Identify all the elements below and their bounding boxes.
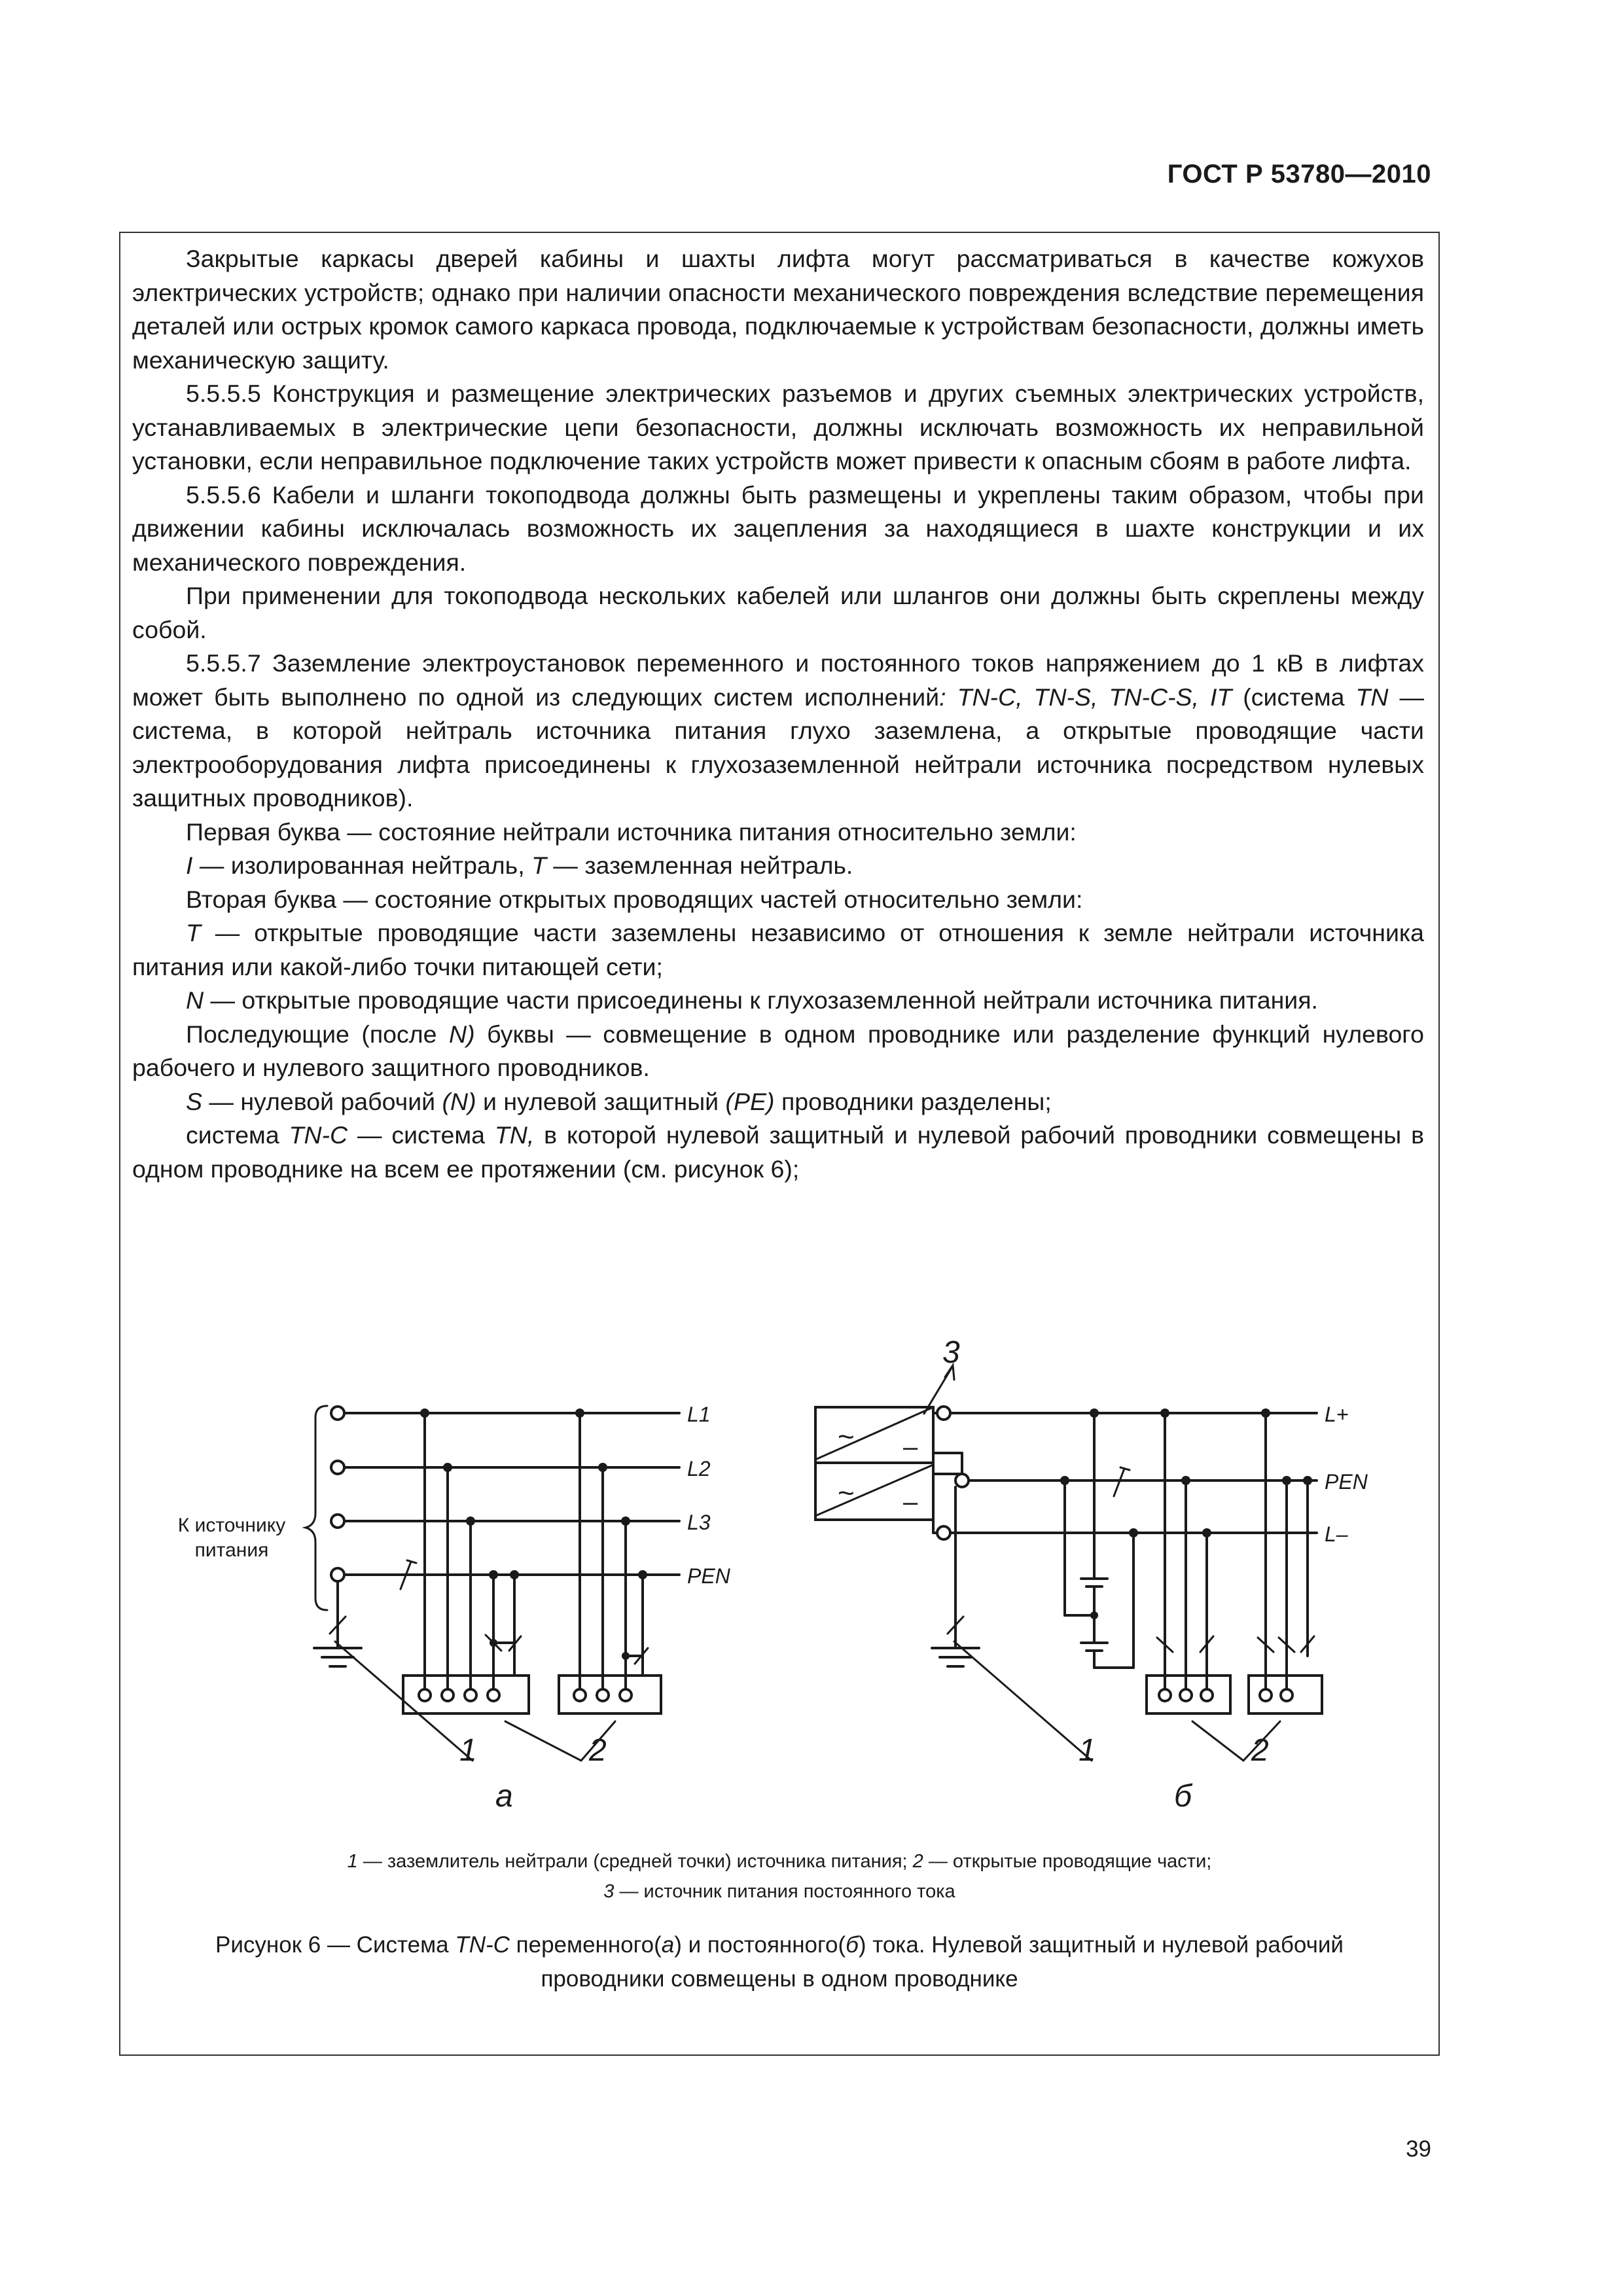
line-label-pen-a: PEN <box>687 1564 730 1588</box>
text-run: TN-C <box>289 1121 348 1149</box>
text-run: — открытые проводящие части присоединены к глухозаземленной нейтрали источника питания. <box>204 986 1318 1014</box>
text-run: — система, в которой нейтраль источника питания глухо заземлена, а открытые проводящие части электрооборудования лифта присоединены к глухозаземленной нейтрали источника посредством нулевых защитных проводников). <box>132 683 1424 812</box>
line-label-l1: L1 <box>687 1403 711 1426</box>
callout-1-b: 1 <box>1079 1733 1096 1768</box>
line-label-l2: L2 <box>687 1457 711 1480</box>
body-paragraph <box>132 1119 1424 1186</box>
body-paragraph <box>132 1018 1424 1085</box>
text-run: проводники совмещены в одном проводнике <box>541 1966 1018 1992</box>
text-run: 2 <box>912 1851 923 1872</box>
body-paragraph <box>132 916 1424 984</box>
sublabel-a: а <box>495 1779 513 1813</box>
page-number: 39 <box>1406 2136 1431 2162</box>
text-run: 3 <box>603 1881 615 1902</box>
diagram-a <box>306 1406 679 1761</box>
body-paragraph <box>132 579 1424 647</box>
line-label-lplus: L+ <box>1325 1403 1349 1426</box>
body-paragraph <box>132 242 1424 377</box>
text-run: б <box>846 1932 859 1958</box>
text-run: а <box>661 1932 675 1958</box>
text-run: — заземлитель нейтрали (средней точки) источника питания; <box>357 1851 913 1872</box>
text-run: ) тока. Нулевой защитный и нулевой рабочий <box>858 1932 1344 1958</box>
text-run: переменного( <box>509 1932 662 1958</box>
text-run: 5.5.5.7 Заземление электроустановок переменного и постоянного токов напряжением до 1 кВ в лифтах может быть выполнено по одной из следующих систем исполнений <box>132 649 1424 711</box>
text-run: I <box>186 852 193 879</box>
ac-symbol-2: ~ <box>838 1477 855 1509</box>
ac-symbol-1: ~ <box>838 1421 855 1453</box>
text-run: — открытые проводящие части; <box>923 1851 1212 1872</box>
figure-legend <box>119 1846 1440 1907</box>
text-run: — источник питания постоянного тока <box>614 1881 955 1902</box>
text-run: TN, <box>494 1121 535 1149</box>
line-label-lminus: L– <box>1325 1522 1348 1546</box>
dc-minus-2: – <box>903 1488 918 1516</box>
text-run: Первая буква — состояние нейтрали источника питания относительно земли: <box>186 817 1077 846</box>
text-run: 5.5.5.6 Кабели и шланги токоподвода должны быть размещены и укреплены таким образом, чтобы при движении кабины исключалась возможность их зацепления за находящиеся в шахте конструкции и их механического повреждения. <box>132 480 1424 576</box>
diagram-b <box>815 1365 1322 1761</box>
caption-line-2 <box>119 1962 1440 1996</box>
text-run: 1 <box>347 1851 358 1872</box>
text-run: в которой нулевой защитный и нулевой рабочий проводники совмещены в одном проводнике на всем ее протяжении (см. рисунок 6); <box>132 1121 1424 1183</box>
legend-line-1 <box>119 1846 1440 1876</box>
text-run: При применении для токоподвода нескольких кабелей или шлангов они должны быть скреплены между собой. <box>132 582 1424 643</box>
text-run: — нулевой рабочий <box>202 1087 442 1115</box>
text-run: Закрытые каркасы дверей кабины и шахты лифта могут рассматриваться в качестве кожухов электрических устройств; однако при наличии опасности механического повреждения вследствие перемещения деталей или острых кромок самого каркаса провода, подключаемые к устройствам безопасности, должны иметь механическую защиту. <box>132 245 1424 374</box>
text-run: — заземленная нейтраль. <box>546 852 853 879</box>
figure-caption <box>119 1928 1440 1996</box>
body-paragraph <box>132 478 1424 580</box>
body-paragraph <box>132 377 1424 478</box>
source-label-line2: питания <box>194 1539 269 1561</box>
text-run: (система <box>1232 683 1356 711</box>
source-label-line1: К источнику <box>177 1515 286 1536</box>
text-run: — система <box>348 1121 495 1149</box>
text-run: TN-C <box>455 1932 510 1958</box>
caption-line-1 <box>119 1928 1440 1962</box>
body-paragraph <box>132 883 1424 917</box>
body-paragraph <box>132 816 1424 850</box>
body-paragraph <box>132 984 1424 1018</box>
document-header: ГОСТ Р 53780—2010 <box>1167 160 1431 188</box>
body-paragraph <box>132 1085 1424 1119</box>
text-run: Последующие (после <box>186 1020 450 1048</box>
text-run: система <box>186 1121 289 1149</box>
text-run: : TN-C, TN-S, TN-C-S, IT <box>939 683 1232 711</box>
line-label-l3: L3 <box>687 1511 711 1534</box>
text-run: Вторая буква — состояние открытых проводящих частей относительно земли: <box>186 885 1083 913</box>
text-run: — открытые проводящие части заземлены независимо от отношения к земле нейтрали источника питания или какой-либо точки питающей сети; <box>132 919 1424 980</box>
text-run: ) и постоянного( <box>674 1932 846 1958</box>
legend-line-2 <box>119 1876 1440 1907</box>
text-run: (PE) <box>725 1087 775 1115</box>
callout-1-a: 1 <box>459 1733 477 1768</box>
text-run: S <box>186 1087 203 1115</box>
text-run: буквы — совмещение в одном проводнике или разделение функций нулевого рабочего и нулевого защитного проводников. <box>132 1020 1425 1081</box>
text-run: N <box>186 986 204 1014</box>
text-run: проводники разделены; <box>774 1087 1052 1115</box>
dc-minus-1: – <box>903 1433 918 1462</box>
text-run: N) <box>449 1020 475 1048</box>
body-text <box>132 242 1424 1186</box>
callout-3-b: 3 <box>942 1335 960 1370</box>
text-run: TN <box>1355 683 1389 711</box>
text-run: и нулевой защитный <box>476 1087 726 1115</box>
sublabel-b: б <box>1174 1779 1192 1813</box>
text-run: 5.5.5.5 Конструкция и размещение электрических разъемов и других съемных электрических устройств, устанавливаемых в электрические цепи безопасности, должны исключать возможность их неправильной установки, если неправильное подключение таких устройств может привести к опасным сбоям в работе лифта. <box>132 380 1424 475</box>
line-label-pen-b: PEN <box>1325 1470 1368 1494</box>
text-run: T <box>186 919 201 946</box>
body-paragraph <box>132 849 1424 883</box>
callout-2-a: 2 <box>589 1733 607 1768</box>
text-run: T <box>531 852 546 879</box>
figure-6-diagram <box>119 1302 1440 1813</box>
body-paragraph <box>132 647 1424 816</box>
text-run: — изолированная нейтраль, <box>192 852 532 879</box>
callout-2-b: 2 <box>1251 1733 1269 1768</box>
text-run: (N) <box>442 1087 476 1115</box>
text-run: Рисунок 6 — Система <box>215 1932 455 1958</box>
